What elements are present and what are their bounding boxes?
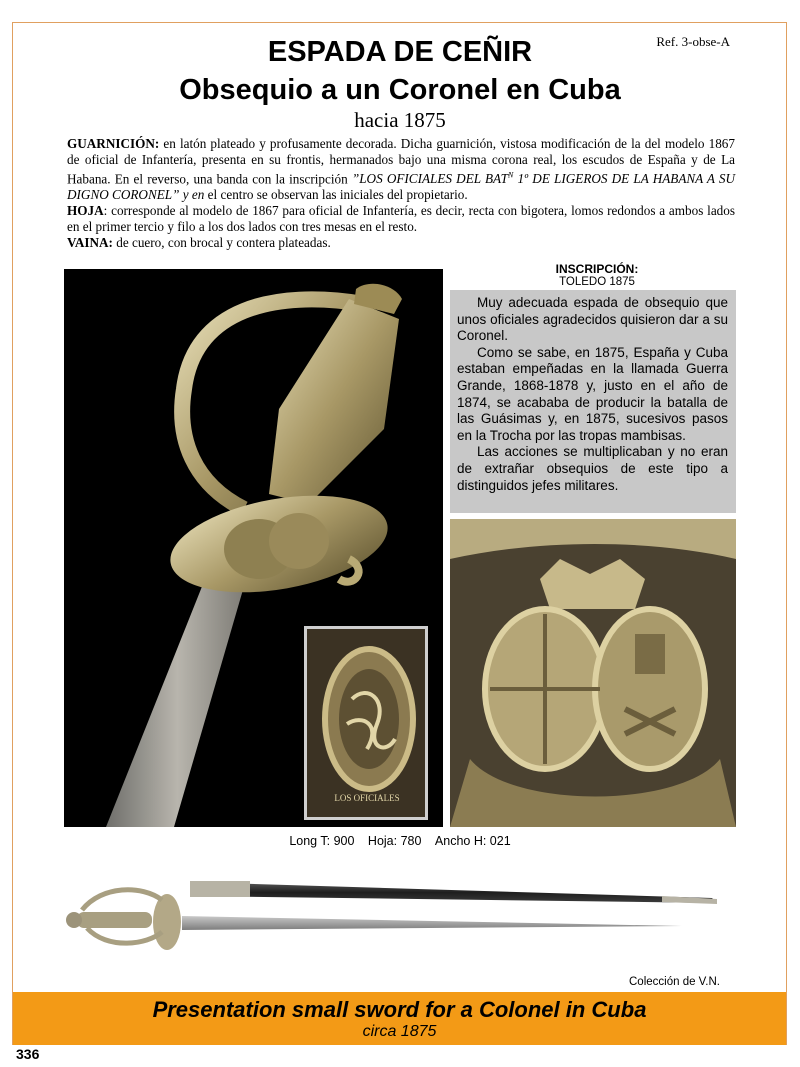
hoja-label: HOJA (67, 203, 104, 219)
collection-credit: Colección de V.N. (629, 976, 720, 988)
hoja-paragraph (67, 203, 735, 235)
note-paragraph: Las acciones se multiplicaban y no eran de extrañar obsequios de este tipo a distinguidos jefes militares. (457, 444, 728, 493)
vaina-paragraph (67, 235, 735, 251)
reference-code: Ref. 3-obse-A (656, 34, 730, 49)
guarnicion-text: en latón plateado y profusamente decorada. Dicha guarnición, vistosa modificación de la del modelo 1867 de oficial de Infantería, presenta en su frontis, hermanados bajo una misma corona real, los escudos de España y de La Habana. En el reverso, una banda con la inscripción (67, 136, 735, 187)
inscription-title: INSCRIPCIÓN: (555, 262, 639, 276)
guarnicion-sup: N (507, 171, 514, 180)
page-title: ESPADA DE CEÑIR (267, 36, 533, 68)
inscription-text: TOLEDO 1875 (559, 276, 635, 288)
vaina-label: VAINA: (67, 235, 113, 251)
historical-note (450, 290, 736, 513)
inset-inscription-text: LOS OFICIALES (334, 793, 400, 803)
banner-title: Presentation small sword for a Colonel in Cuba (152, 997, 647, 1022)
description-block (67, 136, 735, 251)
note-paragraph: Como se sabe, en 1875, España y Cuba estaban empeñadas en la llamada Guerra Grande, 1868-1878 y, justo en el año de 1874, se acababa de producir la batalla de las Guásimas y, en 1875, sucesivos pasos en la Trocha por las tropas mambisas. (457, 344, 728, 443)
english-title-banner (13, 992, 786, 1045)
coat-of-arms-detail-photo (450, 519, 736, 827)
inscription-inset-photo (304, 626, 428, 820)
guarnicion-quote-start: ”LOS OFICIALES DEL BAT (351, 171, 508, 187)
sword-and-scabbard-illustration (62, 870, 730, 950)
guarnicion-quote-end: 1º DE LIGEROS DE LA HABANA A SU DIGNO CORONEL” y en (67, 171, 735, 203)
page-number: 336 (16, 1046, 40, 1062)
note-paragraph: Muy adecuada espada de obsequio que unos oficiales agradecidos quisieron dar a su Coronel. (457, 295, 728, 344)
full-sword-photo (62, 870, 730, 950)
guarnicion-paragraph (67, 136, 735, 203)
guarnicion-end: el centro se observan las iniciales del propietario. (204, 187, 468, 203)
guarnicion-label: GUARNICIÓN: (67, 136, 160, 151)
dimensions (0, 834, 800, 848)
vaina-text: de cuero, con brocal y contera plateadas. (112, 235, 331, 251)
banner-subtitle: circa 1875 (362, 1023, 437, 1040)
coat-of-arms-illustration (450, 519, 736, 827)
dimension-length: Long T: 900 (289, 834, 355, 848)
hoja-text: : corresponde al modelo de 1867 para oficial de Infantería, es decir, recta con bigotera, lomos redondos a ambos lados en el primer tercio y filo a los dos lados con tres mesas en el resto. (67, 203, 735, 235)
dimension-blade: Hoja: 780 (367, 834, 422, 848)
inset-monogram-illustration (307, 629, 425, 817)
page-subtitle: hacia 1875 (354, 108, 446, 132)
dimension-width: Ancho H: 021 (434, 834, 511, 848)
page-title-second-line: Obsequio a un Coronel en Cuba (179, 74, 621, 106)
